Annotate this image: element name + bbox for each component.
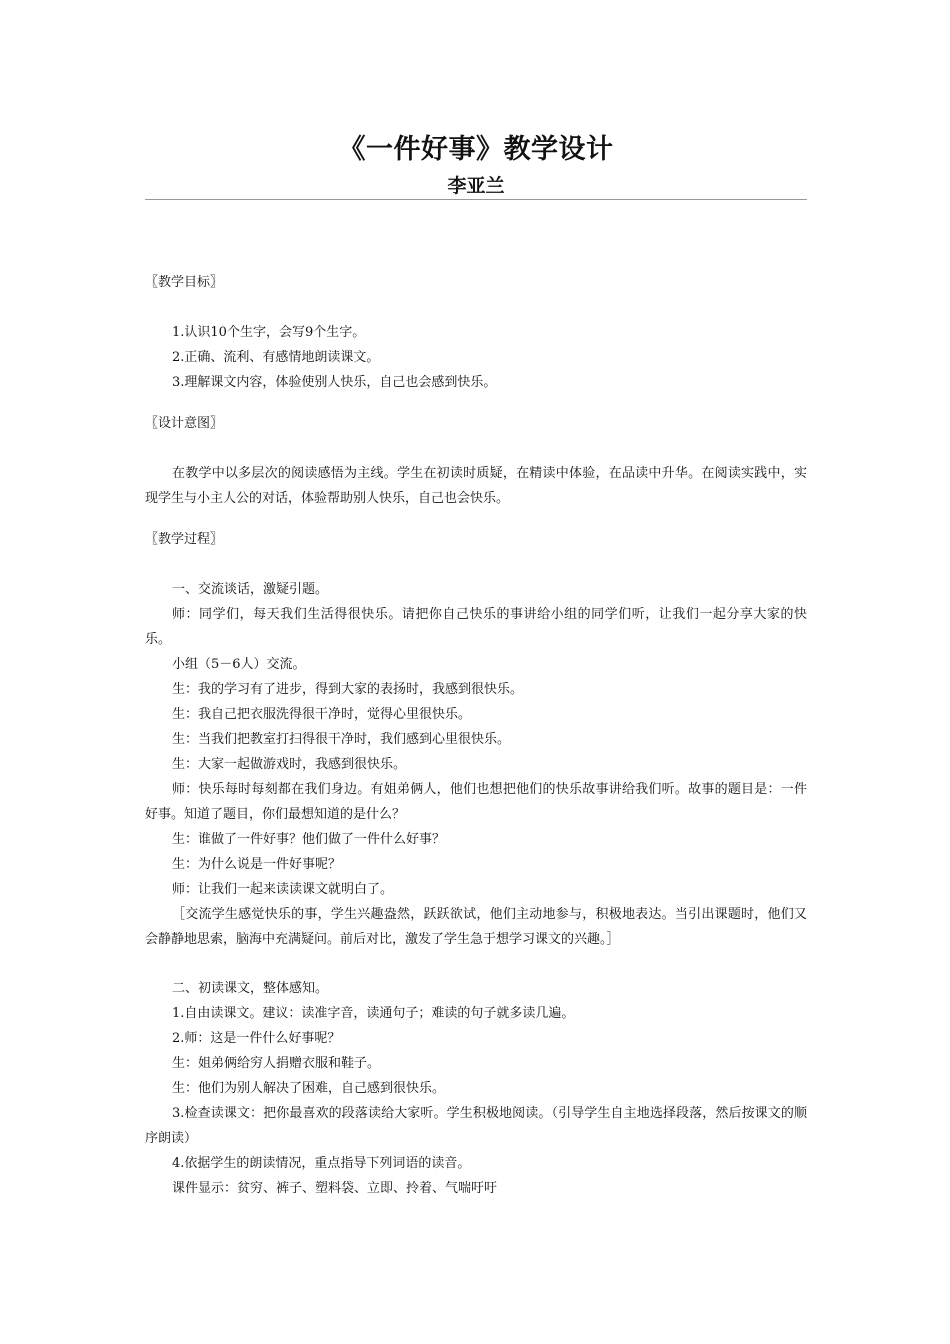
process-paragraph: 课件显示：贫穷、裤子、塑料袋、立即、拎着、气喘吁吁 — [172, 1181, 498, 1196]
process-paragraph: 生：为什么说是一件好事呢？ — [172, 857, 342, 872]
process-paragraph: 生：当我们把教室打扫得很干净时，我们感到心里很快乐。 — [172, 732, 511, 747]
document-title: 《一件好事》教学设计 — [338, 134, 614, 165]
process-paragraph: 师：同学们，每天我们生活得很快乐。请把你自己快乐的事讲给小组的同学们听，让我们一起分享大家的快乐。 — [145, 607, 807, 647]
section-heading-process: 〖教学过程〗 — [145, 532, 224, 547]
document-author: 李亚兰 — [447, 175, 505, 197]
process-paragraph: 生：他们为别人解决了困难，自己感到很快乐。 — [172, 1081, 446, 1096]
document-body — [145, 270, 807, 1201]
process-paragraph: 小组（5－6人）交流。 — [172, 657, 306, 672]
goal-item: 2.正确、流利、有感情地朗读课文。 — [172, 350, 380, 365]
process-paragraph: 师：快乐每时每刻都在我们身边。有姐弟俩人，他们也想把他们的快乐故事讲给我们听。故事的题目是：一件好事。知道了题目，你们最想知道的是什么？ — [145, 782, 807, 822]
goal-item: 1.认识10个生字，会写9个生字。 — [172, 325, 366, 340]
process-paragraph: 生：谁做了一件好事？他们做了一件什么好事？ — [172, 832, 446, 847]
process-paragraph: 3.检查读课文：把你最喜欢的段落读给大家听。学生积极地阅读。（引导学生自主地选择段落，然后按课文的顺序朗读） — [145, 1106, 807, 1146]
process-step-heading: 一、交流谈话，激疑引题。 — [172, 582, 329, 597]
process-commentary: ［交流学生感觉快乐的事，学生兴趣盎然，跃跃欲试，他们主动地参与，积极地表达。当引出课题时，他们又会静静地思索，脑海中充满疑问。前后对比，激发了学生急于想学习课文的兴趣。］ — [145, 907, 807, 947]
process-step-heading: 二、初读课文，整体感知。 — [172, 981, 329, 996]
process-paragraph: 师：让我们一起来读读课文就明白了。 — [172, 882, 394, 897]
process-paragraph: 1.自由读课文。建议：读准字音，读通句子；难读的句子就多读几遍。 — [172, 1006, 575, 1021]
process-paragraph: 生：大家一起做游戏时，我感到很快乐。 — [172, 757, 407, 772]
title-divider — [145, 199, 807, 200]
process-paragraph: 生：姐弟俩给穷人捐赠衣服和鞋子。 — [172, 1056, 381, 1071]
goal-item: 3.理解课文内容，体验使别人快乐，自己也会感到快乐。 — [172, 375, 497, 390]
process-paragraph: 2.师：这是一件什么好事呢？ — [172, 1031, 341, 1046]
intent-paragraph: 在教学中以多层次的阅读感悟为主线。学生在初读时质疑，在精读中体验，在品读中升华。在阅读实践中，实现学生与小主人公的对话，体验帮助别人快乐，自己也会快乐。 — [145, 466, 807, 506]
process-paragraph: 4.依据学生的朗读情况，重点指导下列词语的读音。 — [172, 1156, 471, 1171]
section-heading-goals: 〖教学目标〗 — [145, 275, 224, 290]
process-paragraph: 生：我的学习有了进步，得到大家的表扬时，我感到很快乐。 — [172, 682, 524, 697]
process-paragraph: 生：我自己把衣服洗得很干净时，觉得心里很快乐。 — [172, 707, 472, 722]
section-heading-intent: 〖设计意图〗 — [145, 416, 224, 431]
